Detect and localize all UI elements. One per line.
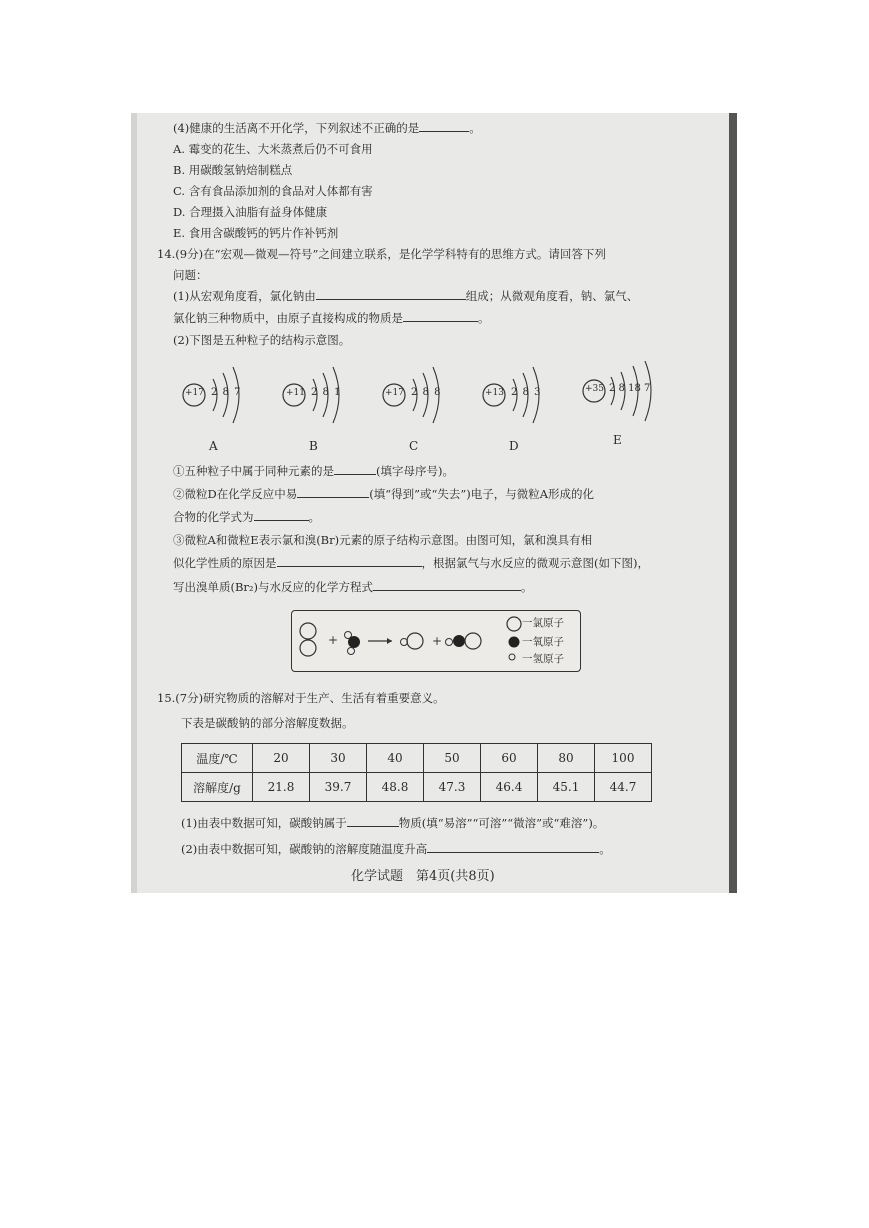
table-cell: 39.7 xyxy=(310,773,367,802)
atom-shells-icon xyxy=(571,361,686,436)
particle-label: C xyxy=(409,439,419,453)
electron-shells: 2 8 3 xyxy=(511,387,542,398)
particle-d xyxy=(471,361,571,453)
answer-blank[interactable] xyxy=(419,119,469,132)
table-cell: 45.1 xyxy=(538,773,595,802)
nucleus-charge: +17 xyxy=(385,388,404,398)
answer-blank[interactable] xyxy=(334,462,376,475)
q13-option-d: D. 合理摄入油脂有益身体健康 xyxy=(173,205,328,219)
table-cell: 60 xyxy=(481,744,538,773)
particle-label: D xyxy=(509,439,519,453)
table-row xyxy=(182,744,652,773)
particle-label: A xyxy=(209,439,218,453)
reaction-molecules-icon xyxy=(292,611,492,671)
solubility-table xyxy=(181,743,652,802)
particle-b xyxy=(271,361,371,453)
exam-page-photo xyxy=(131,113,737,893)
atom-shells-icon xyxy=(471,361,571,436)
q15-part1: (1)由表中数据可知，碳酸钠属于 物质(填“易溶”“可溶”“微溶”或“难溶”)。 xyxy=(181,816,605,830)
answer-blank[interactable] xyxy=(347,814,399,827)
q14-part1-line1: (1)从宏观角度看，氯化钠由 组成；从微观角度看，钠、氯气、 xyxy=(173,289,639,303)
table-cell: 40 xyxy=(367,744,424,773)
nucleus-charge: +35 xyxy=(585,384,604,394)
answer-blank[interactable] xyxy=(277,554,422,567)
q14-part1-line2: 氯化钠三种物质中，由原子直接构成的物质是 。 xyxy=(173,311,490,325)
table-header-cell: 温度/℃ xyxy=(182,744,253,773)
q14-sub3-line3: 写出溴单质(Br₂)与水反应的化学方程式 。 xyxy=(173,580,533,594)
table-cell: 80 xyxy=(538,744,595,773)
legend-chlorine: 一氯原子 xyxy=(522,617,564,629)
q15-stem: 15.(7分)研究物质的溶解对于生产、生活有着重要意义。 xyxy=(157,691,445,705)
electron-shells: 2 8 18 7 xyxy=(609,383,651,394)
q13-option-a: A. 霉变的花生、大米蒸煮后仍不可食用 xyxy=(173,142,373,156)
table-header-cell: 溶解度/g xyxy=(182,773,253,802)
particle-structure-diagram xyxy=(171,361,691,451)
q14-sub2-line1: ②微粒D在化学反应中易 (填“得到”或“失去”)电子，与微粒A形成的化 xyxy=(173,487,595,501)
answer-blank[interactable] xyxy=(316,287,466,300)
table-cell: 47.3 xyxy=(424,773,481,802)
table-cell: 48.8 xyxy=(367,773,424,802)
electron-shells: 2 8 8 xyxy=(411,387,442,398)
nucleus-charge: +11 xyxy=(286,388,305,398)
q14-sub1: ①五种粒子中属于同种元素的是 (填字母序号)。 xyxy=(173,464,454,478)
answer-blank[interactable] xyxy=(373,578,521,591)
q15-intro: 下表是碳酸钠的部分溶解度数据。 xyxy=(181,716,354,730)
answer-blank[interactable] xyxy=(427,840,599,853)
q13-option-e: E. 食用含碳酸钙的钙片作补钙剂 xyxy=(173,226,339,240)
particle-a xyxy=(171,361,271,453)
q13-item4: (4)健康的生活离不开化学，下列叙述不正确的是 。 xyxy=(173,121,481,135)
reaction-micro-diagram xyxy=(291,610,581,672)
q14-stem-line1: 14.(9分)在“宏观—微观—符号”之间建立联系，是化学学科特有的思维方式。请回答下列 xyxy=(157,247,606,261)
table-cell: 46.4 xyxy=(481,773,538,802)
legend-hydrogen: 一氢原子 xyxy=(522,653,564,665)
q14-part2-intro: (2)下图是五种粒子的结构示意图。 xyxy=(173,333,351,347)
table-cell: 20 xyxy=(253,744,310,773)
answer-blank[interactable] xyxy=(297,485,369,498)
particle-label: E xyxy=(613,433,622,447)
answer-blank[interactable] xyxy=(254,508,309,521)
table-cell: 100 xyxy=(595,744,652,773)
legend-oxygen: 一氧原子 xyxy=(522,636,564,648)
q14-sub3-line2: 似化学性质的原因是 ，根据氯气与水反应的微观示意图(如下图)， xyxy=(173,556,649,570)
answer-blank[interactable] xyxy=(403,309,478,322)
nucleus-charge: +17 xyxy=(185,388,204,398)
atom-shells-icon xyxy=(271,361,371,436)
particle-c xyxy=(371,361,471,453)
table-cell: 30 xyxy=(310,744,367,773)
q14-sub3-line1: ③微粒A和微粒E表示氯和溴(Br)元素的原子结构示意图。由图可知，氯和溴具有相 xyxy=(173,533,593,547)
page-edge-right xyxy=(729,113,737,893)
electron-shells: 2 8 1 xyxy=(311,387,342,398)
q14-stem-line2: 问题： xyxy=(173,268,208,282)
table-cell: 50 xyxy=(424,744,481,773)
q13-option-b: B. 用碳酸氢钠焙制糕点 xyxy=(173,163,293,177)
electron-shells: 2 8 7 xyxy=(211,387,242,398)
page-shadow-left xyxy=(131,113,137,893)
q14-sub2-line2: 合物的化学式为 。 xyxy=(173,510,320,524)
q15-part2: (2)由表中数据可知，碳酸钠的溶解度随温度升高 。 xyxy=(181,842,611,856)
svg-text:+: + xyxy=(328,633,339,647)
table-row xyxy=(182,773,652,802)
atom-shells-icon xyxy=(371,361,471,436)
table-cell: 21.8 xyxy=(253,773,310,802)
atom-shells-icon xyxy=(171,361,271,436)
q13-option-c: C. 含有食品添加剂的食品对人体都有害 xyxy=(173,184,373,198)
particle-label: B xyxy=(309,439,318,453)
svg-text:+: + xyxy=(432,634,443,648)
nucleus-charge: +13 xyxy=(485,388,504,398)
table-cell: 44.7 xyxy=(595,773,652,802)
particle-e xyxy=(571,361,686,447)
page-footer: 化学试题 第4页(共8页) xyxy=(351,869,495,884)
